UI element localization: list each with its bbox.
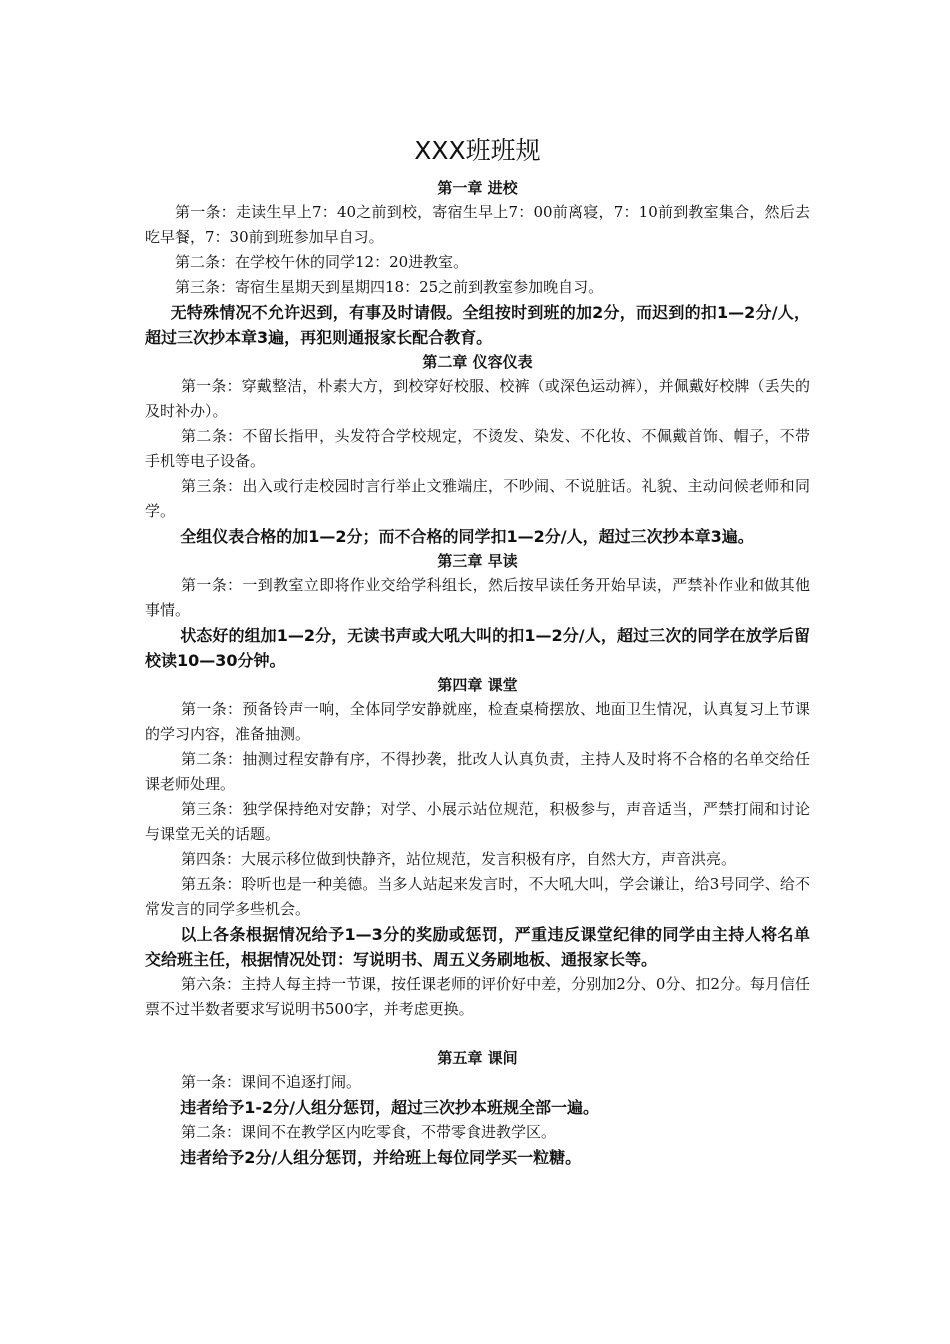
article: 第三条：独学保持绝对安静；对学、小展示站位规范，积极参与，声音适当，严禁打闹和讨论与课堂无关的话题。 [145,800,810,843]
article: 第三条：出入或行走校园时言行举止文雅端庄，不吵闹、不说脏话。礼貌、主动问候老师和同学。 [145,477,810,520]
penalty-rule: 无特殊情况不允许迟到，有事及时请假。全组按时到班的加2分，而迟到的扣1—2分/人，超过三次抄本章3遍，再犯则通报家长配合教育。 [145,303,810,347]
penalty-rule: 违者给予2分/人组分惩罚，并给班上每位同学买一粒糖。 [180,1148,582,1167]
document-page [145,132,810,1170]
chapter-4 [145,673,810,1022]
chapter-1 [145,176,810,350]
article: 第二条：抽测过程安静有序，不得抄袭，批改人认真负责，主持人及时将不合格的名单交给任课老师处理。 [145,750,810,793]
document-title: XXX班班规 [414,136,541,165]
article: 第一条：预备铃声一响，全体同学安静就座，检查桌椅摆放、地面卫生情况，认真复习上节课的学习内容，准备抽测。 [145,700,810,743]
article: 第一条：穿戴整洁，朴素大方，到校穿好校服、校裤（或深色运动裤），并佩戴好校牌（丢失的及时补办）。 [145,377,810,420]
penalty-rule: 以上各条根据情况给予1—3分的奖励或惩罚，严重违反课堂纪律的同学由主持人将名单交给班主任，根据情况处罚：写说明书、周五义务刷地板、通报家长等。 [145,925,810,969]
article: 第二条：课间不在教学区内吃零食，不带零食进教学区。 [181,1123,557,1141]
chapter-2 [145,350,810,549]
chapter-heading: 第五章 课间 [437,1049,518,1067]
chapter-3 [145,549,810,673]
article: 第五条：聆听也是一种美德。当多人站起来发言时，不大吼大叫，学会谦让，给3号同学、给不常发言的同学多些机会。 [145,875,810,918]
article: 第三条：寄宿生星期天到星期四18：25之前到教室参加晚自习。 [175,278,604,296]
chapter-heading: 第四章 课堂 [437,676,518,694]
article: 第二条：在学校午休的同学12：20进教室。 [175,253,469,271]
article: 第四条：大展示移位做到快静齐，站位规范，发言积极有序，自然大方，声音洪亮。 [181,850,737,868]
article: 第一条：走读生早上7：40之前到校，寄宿生早上7：00前离寝，7：10前到教室集合，然后去吃早餐，7：30前到班参加早自习。 [145,203,810,246]
chapter-heading: 第一章 进校 [437,179,518,197]
penalty-rule: 全组仪表合格的加1—2分；而不合格的同学扣1—2分/人，超过三次抄本章3遍。 [180,527,754,546]
blank-line [145,1022,810,1046]
penalty-rule: 状态好的组加1—2分，无读书声或大吼大叫的扣1—2分/人，超过三次的同学在放学后留校读10—30分钟。 [145,626,810,670]
article: 第六条：主持人每主持一节课，按任课老师的评价好中差，分别加2分、0分、扣2分。每月信任票不过半数者要求写说明书500字，并考虑更换。 [145,975,810,1018]
chapter-heading: 第二章 仪容仪表 [422,353,533,371]
penalty-rule: 违者给予1-2分/人组分惩罚，超过三次抄本班规全部一遍。 [180,1098,599,1117]
article: 第一条：一到教室立即将作业交给学科组长，然后按早读任务开始早读，严禁补作业和做其他事情。 [145,576,810,619]
chapter-5 [145,1046,810,1170]
chapter-heading: 第三章 早读 [437,552,518,570]
article: 第一条：课间不追逐打闹。 [181,1073,362,1091]
article: 第二条：不留长指甲，头发符合学校规定，不烫发、染发、不化妆、不佩戴首饰、帽子，不带手机等电子设备。 [145,427,810,470]
